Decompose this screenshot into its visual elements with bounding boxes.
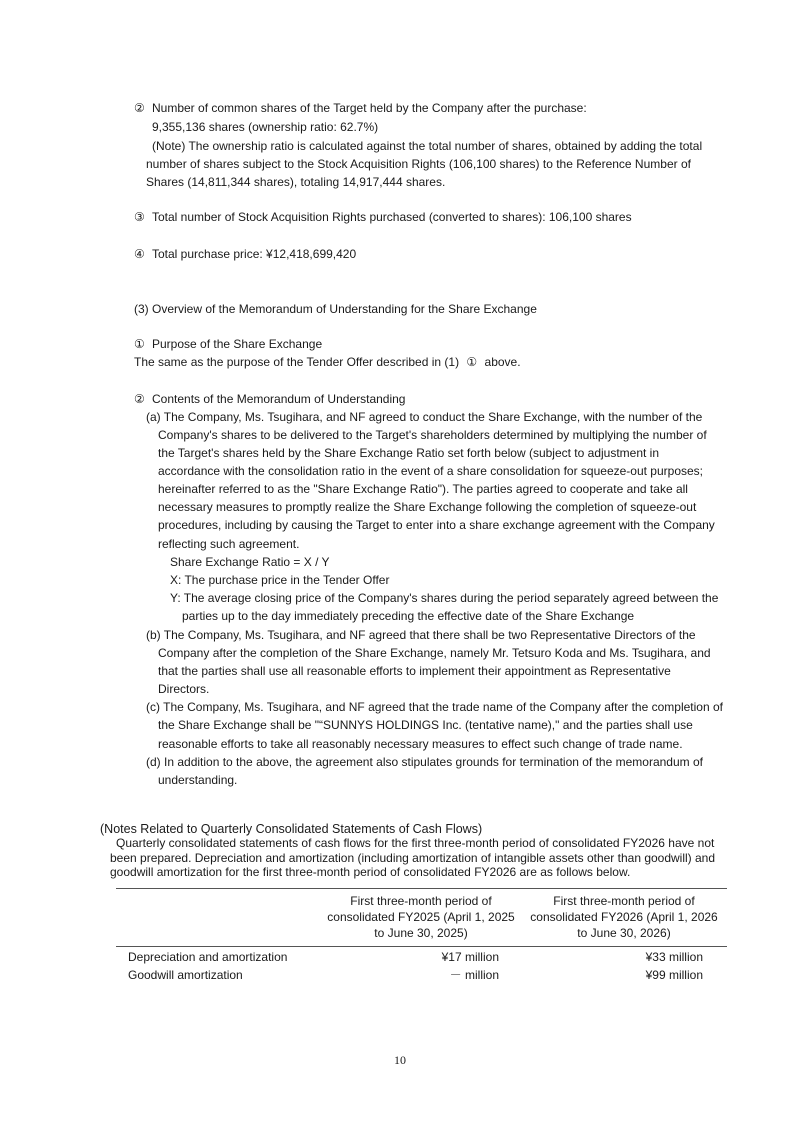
clause-a-line: necessary measures to promptly realize the Share Exchange following the completion of squeeze-out <box>158 500 697 514</box>
clause-c-line: (c) The Company, Ms. Tsugihara, and NF agreed that the trade name of the Company after the completion of <box>146 700 723 714</box>
clause-d-line: (d) In addition to the above, the agreement also stipulates grounds for termination of the memorandum of <box>146 755 703 769</box>
item-4 <box>134 246 356 262</box>
item-text: Purpose of the Share Exchange <box>152 337 323 351</box>
item-text: Total number of Stock Acquisition Rights purchased (converted to shares): 106,100 shares <box>152 210 632 224</box>
purpose-text <box>134 354 521 370</box>
formula-line: Share Exchange Ratio = X / Y <box>170 555 330 569</box>
cell-fy2026: ¥33 million <box>645 950 703 964</box>
clause-a-line: accordance with the consolidation ratio in the event of a share consolidation for squeeze-out purposes; <box>158 464 704 478</box>
item-text: Contents of the Memorandum of Understanding <box>152 392 406 406</box>
clause-d-line: understanding. <box>158 773 238 787</box>
column-header-fy2026: First three-month period of consolidated FY2026 (April 1, 2026 to June 30, 2026) <box>530 894 718 940</box>
table-header-rule <box>116 946 727 947</box>
cashflow-para-line: been prepared. Depreciation and amortization (including amortization of intangible assets other than goodwill) and <box>110 851 716 865</box>
cashflow-para-line: goodwill amortization for the first three-month period of consolidated FY2026 are as follows below. <box>110 865 631 879</box>
cell-fy2025: ¥17 million <box>441 950 499 964</box>
item-text: Number of common shares of the Target held by the Company after the purchase: <box>152 101 587 115</box>
clause-b-line: Company after the completion of the Share Exchange, namely Mr. Tetsuro Koda and Ms. Tsugihara, and <box>158 646 711 660</box>
item-text: Total purchase price: ¥12,418,699,420 <box>152 247 357 261</box>
note-line: (Note) The ownership ratio is calculated against the total number of shares, obtained by adding the total <box>152 139 703 153</box>
column-header-fy2025: First three-month period of consolidated FY2025 (April 1, 2025 to June 30, 2025) <box>327 894 515 940</box>
formula-line: parties up to the day immediately preceding the effective date of the Share Exchange <box>182 609 635 623</box>
item-3 <box>134 209 632 225</box>
clause-c-line: reasonable efforts to take all reasonably necessary measures to effect such change of trade name. <box>158 737 683 751</box>
row-label: Goodwill amortization <box>128 968 243 982</box>
clause-b-line: (b) The Company, Ms. Tsugihara, and NF agreed that there shall be two Representative Directors of the <box>146 628 696 642</box>
note-line: number of shares subject to the Stock Acquisition Rights (106,100 shares) to the Reference Number of <box>146 157 691 171</box>
page-number: 10 <box>394 1053 406 1067</box>
item-marker: ④ <box>134 247 145 261</box>
cell-fy2026: ¥99 million <box>645 968 703 982</box>
clause-c-line: the Share Exchange shall be "“SUNNYS HOLDINGS Inc. (tentative name)," and the parties shall use <box>158 718 693 732</box>
formula-line: X: The purchase price in the Tender Offer <box>170 573 390 587</box>
note-line: Shares (14,811,344 shares), totaling 14,917,444 shares. <box>146 175 446 189</box>
section-heading: (3) Overview of the Memorandum of Understanding for the Share Exchange <box>134 302 537 316</box>
cashflow-heading: (Notes Related to Quarterly Consolidated Statements of Cash Flows) <box>100 822 483 836</box>
table-top-rule <box>116 888 727 889</box>
purpose-text-b: above. <box>484 355 521 369</box>
clause-b-line: that the parties shall use all reasonable efforts to implement their appointment as Representative <box>158 664 671 678</box>
item-2-heading <box>134 100 587 116</box>
row-label: Depreciation and amortization <box>128 950 288 964</box>
cashflow-para-line: Quarterly consolidated statements of cash flows for the first three-month period of consolidated FY2026 have not <box>116 836 715 850</box>
clause-a-line: reflecting such agreement. <box>158 537 300 551</box>
clause-b-line: Directors. <box>158 682 210 696</box>
formula-line: Y: The average closing price of the Company's shares during the period separately agreed between the <box>170 591 719 605</box>
purpose-heading <box>134 336 322 352</box>
item-marker: ① <box>134 337 145 351</box>
item-marker: ② <box>134 392 145 406</box>
contents-heading <box>134 391 405 407</box>
purpose-text-a: The same as the purpose of the Tender Offer described in (1) <box>134 355 460 369</box>
item-marker: ① <box>466 355 478 369</box>
clause-a-line: (a) The Company, Ms. Tsugihara, and NF agreed to conduct the Share Exchange, with the number of the <box>146 410 703 424</box>
clause-a-line: procedures, including by causing the Target to enter into a share exchange agreement with the Company <box>158 518 715 532</box>
item-marker: ③ <box>134 210 145 224</box>
clause-a-line: the Target's shares held by the Share Exchange Ratio set forth below (subject to adjustment in <box>158 446 660 460</box>
item-2-value: 9,355,136 shares (ownership ratio: 62.7%) <box>152 120 379 134</box>
clause-a-line: hereinafter referred to as the "Share Exchange Ratio"). The parties agreed to cooperate and take all <box>158 482 688 496</box>
cell-fy2025: － million <box>449 968 499 982</box>
clause-a-line: Company's shares to be delivered to the Target's shareholders determined by multiplying the number of <box>158 428 707 442</box>
item-marker: ② <box>134 101 145 115</box>
